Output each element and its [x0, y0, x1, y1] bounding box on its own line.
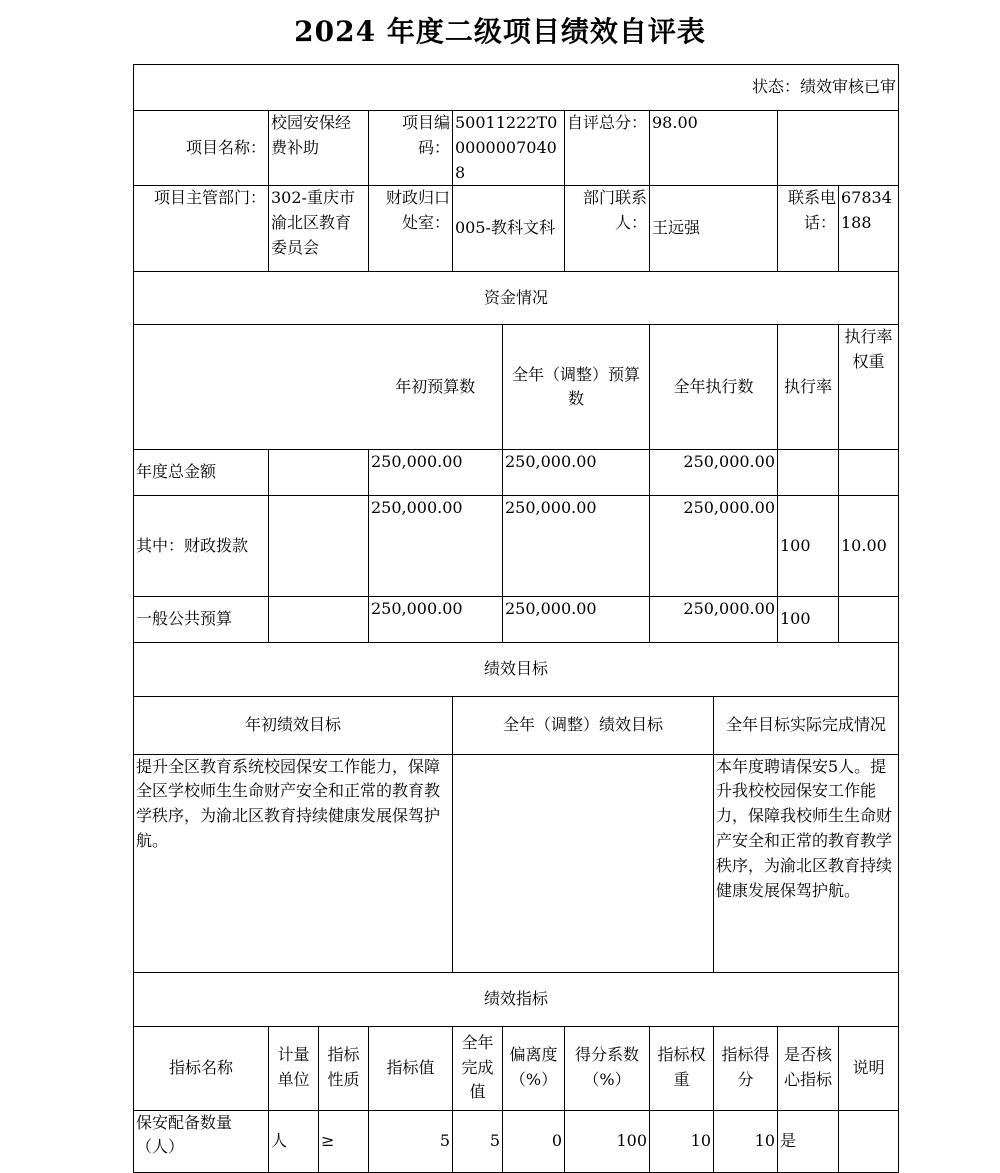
ind-done: 5: [453, 1110, 503, 1172]
funds-rate: 100: [778, 596, 839, 642]
funds-weight: 10.00: [839, 496, 899, 596]
phone-label: 联系电话：: [778, 186, 839, 272]
dept-label: 项目主管部门：: [134, 186, 269, 272]
funds-rate: 100: [778, 496, 839, 596]
empty-cell: [778, 111, 899, 186]
self-score-label: 自评总分：: [565, 111, 650, 186]
funds-row: [134, 496, 899, 596]
status-text: 状态：绩效审核已审: [134, 65, 899, 111]
ind-core: 是: [778, 1110, 839, 1172]
ind-header-name: 指标名称: [134, 1026, 269, 1110]
dept-value: 302-重庆市渝北区教育委员会: [269, 186, 369, 272]
project-name-value: 校园安保经费补助: [269, 111, 369, 186]
ind-header-nature: 指标性质: [319, 1026, 369, 1110]
ind-name: 保安配备数量（人）: [134, 1110, 269, 1172]
goals-header-initial: 年初绩效目标: [134, 696, 453, 754]
funds-initial: 250,000.00: [369, 450, 503, 496]
goals-header-actual: 全年目标实际完成情况: [714, 696, 899, 754]
ind-deviation: 0: [503, 1110, 565, 1172]
ind-header-done: 全年完成值: [453, 1026, 503, 1110]
ind-header-note: 说明: [839, 1026, 899, 1110]
goals-adjusted-text: [453, 754, 714, 972]
funds-adjusted: 250,000.00: [503, 596, 650, 642]
page-title: 2024 年度二级项目绩效自评表: [294, 15, 706, 48]
ind-weight: 10: [650, 1110, 714, 1172]
funds-header-initial: 年初预算数: [369, 325, 503, 450]
goals-section-title: 绩效目标: [134, 642, 899, 696]
phone-value: 67834188: [839, 186, 899, 272]
funds-section-title: 资金情况: [134, 272, 899, 325]
ind-coef: 100: [565, 1110, 650, 1172]
ind-note: [839, 1110, 899, 1172]
ind-header-core: 是否核心指标: [778, 1026, 839, 1110]
funds-header-rate: 执行率: [778, 325, 839, 450]
project-code-label: 项目编码：: [369, 111, 453, 186]
goals-initial-text: 提升全区教育系统校园保安工作能力，保障全区学校师生生命财产安全和正常的教育教学秩序，为渝北区教育持续健康发展保驾护航。: [134, 754, 453, 972]
evaluation-table: [133, 64, 899, 1173]
funds-initial: 250,000.00: [369, 596, 503, 642]
self-score-value: 98.00: [650, 111, 778, 186]
empty-cell: [269, 496, 369, 596]
funds-weight: [839, 450, 899, 496]
funds-header-adjusted: 全年（调整）预算数: [503, 325, 650, 450]
funds-row-label: 年度总金额: [134, 450, 269, 496]
funds-rate: [778, 450, 839, 496]
ind-nature: ≥: [319, 1110, 369, 1172]
ind-header-coef: 得分系数（%）: [565, 1026, 650, 1110]
ind-header-score: 指标得分: [714, 1026, 778, 1110]
funds-initial: 250,000.00: [369, 496, 503, 596]
goals-actual-text: 本年度聘请保安5人。提升我校校园保安工作能力，保障我校师生生命财产安全和正常的教育教学秩序，为渝北区教育持续健康发展保驾护航。: [714, 754, 899, 972]
funds-executed: 250,000.00: [650, 596, 778, 642]
funds-row-label: 一般公共预算: [134, 596, 269, 642]
contact-label: 部门联系人：: [565, 186, 650, 272]
ind-unit: 人: [269, 1110, 319, 1172]
funds-adjusted: 250,000.00: [503, 496, 650, 596]
project-name-label: 项目名称：: [134, 111, 269, 186]
funds-row: [134, 450, 899, 496]
empty-cell: [134, 325, 369, 450]
ind-header-weight: 指标权重: [650, 1026, 714, 1110]
funds-executed: 250,000.00: [650, 496, 778, 596]
project-code-value: 50011222T000000070408: [453, 111, 565, 186]
contact-value: 王远强: [650, 186, 778, 272]
funds-row-label: 其中：财政拨款: [134, 496, 269, 596]
funds-executed: 250,000.00: [650, 450, 778, 496]
table-row: [134, 1110, 899, 1172]
ind-header-deviation: 偏离度（%）: [503, 1026, 565, 1110]
funds-adjusted: 250,000.00: [503, 450, 650, 496]
empty-cell: [269, 596, 369, 642]
finance-label: 财政归口处室：: [369, 186, 453, 272]
goals-header-adjusted: 全年（调整）绩效目标: [453, 696, 714, 754]
funds-header-executed: 全年执行数: [650, 325, 778, 450]
funds-weight: [839, 596, 899, 642]
funds-row: [134, 596, 899, 642]
ind-header-unit: 计量单位: [269, 1026, 319, 1110]
ind-value: 5: [369, 1110, 453, 1172]
indicators-section-title: 绩效指标: [134, 972, 899, 1026]
ind-header-value: 指标值: [369, 1026, 453, 1110]
funds-header-weight: 执行率权重: [839, 325, 899, 450]
empty-cell: [269, 450, 369, 496]
finance-value: 005-教科文科: [453, 186, 565, 272]
ind-score: 10: [714, 1110, 778, 1172]
